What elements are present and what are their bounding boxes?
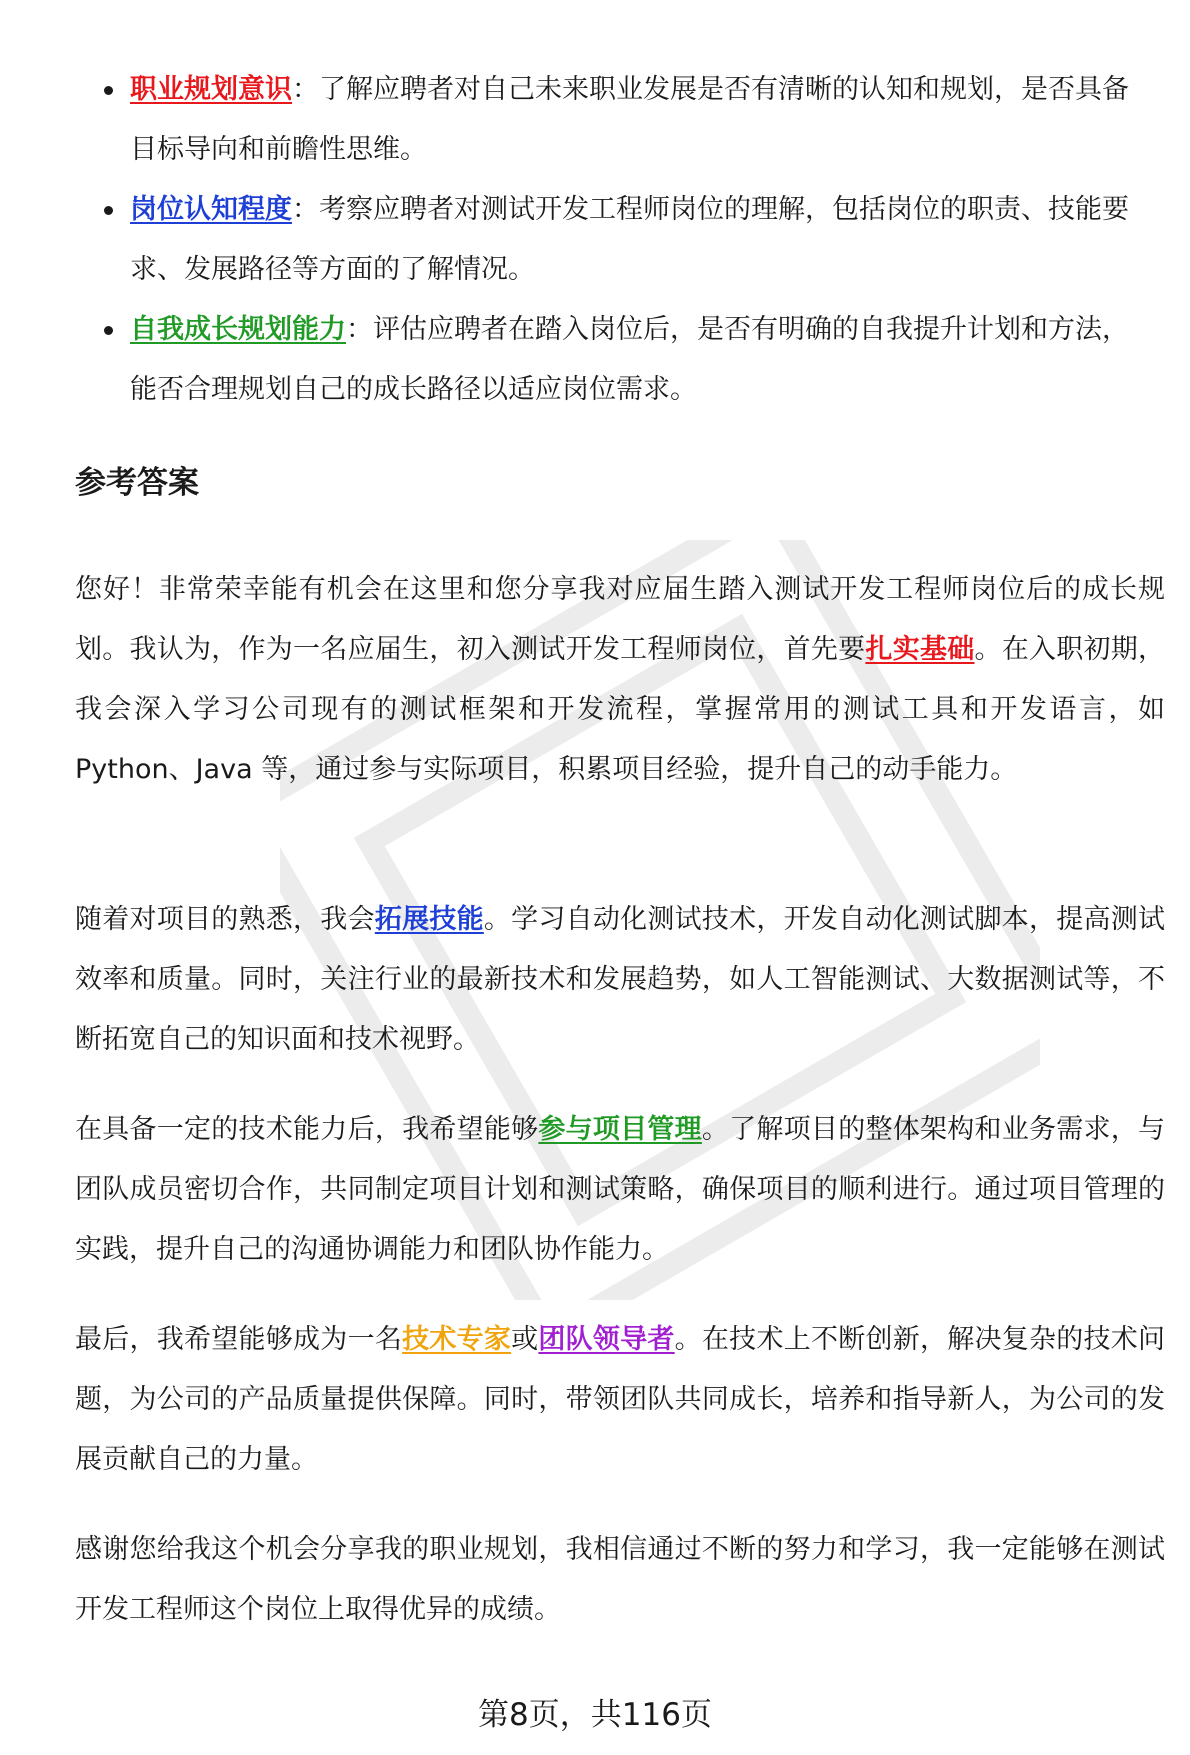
keyword-highlight: 拓展技能 bbox=[374, 904, 484, 935]
paragraph-text: 随着对项目的熟悉，我会 bbox=[75, 904, 375, 935]
paragraph-text: 您好！非常荣幸能有机会在这里和您分享我对应届生踏入测试开发工程师岗位后的成长规划。我认为，作为一名应届生，初入测试开发工程师岗位，首先要 bbox=[75, 574, 1165, 665]
answer-paragraph-2 bbox=[75, 890, 1165, 1070]
paragraph-text: 感谢您给我这个机会分享我的职业规划，我相信通过不断的努力和学习，我一定能够在测试开发工程师这个岗位上取得优异的成绩。 bbox=[75, 1534, 1165, 1625]
keyword-highlight: 自我成长规划能力 bbox=[130, 314, 346, 345]
section-heading: 参考答案 bbox=[75, 465, 199, 501]
answer-paragraph-3 bbox=[75, 1100, 1165, 1280]
answer-paragraph-1 bbox=[75, 560, 1165, 800]
paragraph-text: 或 bbox=[511, 1324, 539, 1355]
keyword-highlight: 扎实基础 bbox=[865, 634, 975, 665]
bullet-icon bbox=[104, 86, 113, 95]
paragraph-text: 最后，我希望能够成为一名 bbox=[75, 1324, 403, 1355]
list-item-text: ：考察应聘者对测试开发工程师岗位的理解，包括岗位的职责、技能要求、发展路径等方面的了解情况。 bbox=[130, 194, 1129, 285]
answer-paragraph-4 bbox=[75, 1310, 1165, 1490]
list-item bbox=[0, 180, 1190, 300]
paragraph-text: 。学习自动化测试技术，开发自动化测试脚本，提高测试效率和质量。同时，关注行业的最新技术和发展趋势，如人工智能测试、大数据测试等，不断拓宽自己的知识面和技术视野。 bbox=[75, 904, 1166, 1055]
keyword-highlight: 岗位认知程度 bbox=[130, 194, 292, 225]
list-item-text: ：评估应聘者在踏入岗位后，是否有明确的自我提升计划和方法，能否合理规划自己的成长路径以适应岗位需求。 bbox=[130, 314, 1129, 405]
paragraph-text: 。在入职初期，我会深入学习公司现有的测试框架和开发流程，掌握常用的测试工具和开发语言，如 Python、Java 等，通过参与实际项目，积累项目经验，提升自己的动手能力。 bbox=[75, 634, 1166, 785]
paragraph-text: 。在技术上不断创新，解决复杂的技术问题，为公司的产品质量提供保障。同时，带领团队共同成长，培养和指导新人，为公司的发展贡献自己的力量。 bbox=[75, 1324, 1166, 1475]
list-item-text: ：了解应聘者对自己未来职业发展是否有清晰的认知和规划，是否具备目标导向和前瞻性思维。 bbox=[130, 74, 1129, 165]
list-item bbox=[0, 60, 1190, 180]
bullet-icon bbox=[104, 206, 113, 215]
bullet-icon bbox=[104, 326, 113, 335]
keyword-highlight: 职业规划意识 bbox=[130, 74, 292, 105]
keyword-highlight: 参与项目管理 bbox=[538, 1114, 702, 1145]
keyword-highlight: 技术专家 bbox=[402, 1324, 512, 1355]
paragraph-text: 在具备一定的技术能力后，我希望能够 bbox=[75, 1114, 539, 1145]
paragraph-text: 。了解项目的整体架构和业务需求，与团队成员密切合作，共同制定项目计划和测试策略，确保项目的顺利进行。通过项目管理的实践，提升自己的沟通协调能力和团队协作能力。 bbox=[75, 1114, 1166, 1265]
keyword-highlight: 团队领导者 bbox=[538, 1324, 675, 1355]
evaluation-criteria-list bbox=[0, 60, 1190, 420]
answer-paragraph-5 bbox=[75, 1520, 1165, 1640]
list-item bbox=[0, 300, 1190, 420]
page-number: 第8页，共116页 bbox=[478, 1697, 712, 1733]
